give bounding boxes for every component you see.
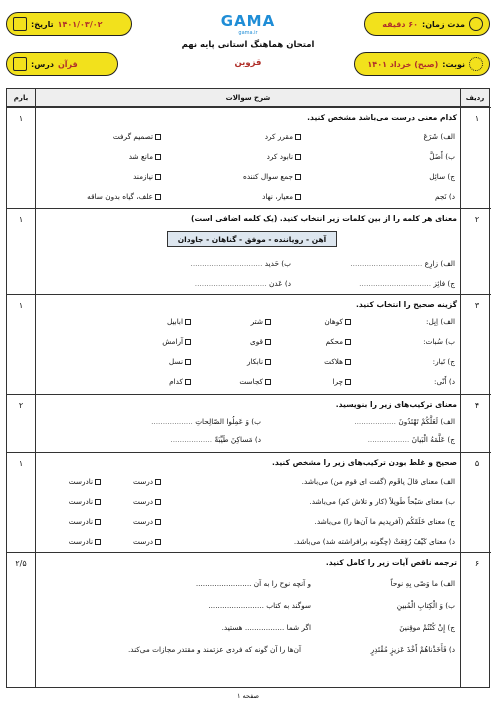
answer-line[interactable]: ج) فائِز ............................... <box>359 279 455 288</box>
question-4: ۴ ۲ معنای ترکیب‌های زیر را بنویسید. الف) لَعَلَّکُمْ تَهْتَدُونَ .................. ب) وَ عَمِلُوا الصّالِحاتِ .................. ج) عَلَّمَهُ الْبَیانَ .................. د) مَساکِنَ طَیِّبَةً .................. <box>7 394 491 452</box>
checkbox[interactable] <box>295 154 301 160</box>
false-option[interactable]: نادرست <box>69 537 101 546</box>
option[interactable]: محکم <box>325 337 351 346</box>
option[interactable]: شتر <box>251 317 271 326</box>
false-option[interactable]: نادرست <box>69 497 101 506</box>
date-value: ۱۴۰۱/۰۳/۰۲ <box>57 19 103 29</box>
question-title: ترجمه ناقص آیات زیر را کامل کنید. <box>325 558 457 567</box>
exam-page <box>6 6 490 700</box>
checkbox[interactable] <box>295 134 301 140</box>
lesson-label: درس: <box>31 59 54 69</box>
question-title: گزینه صحیح را انتخاب کنید. <box>355 300 457 309</box>
answer-line[interactable]: سوگند به کتاب ........................ <box>208 601 311 610</box>
option[interactable]: کوهان <box>324 317 351 326</box>
checkbox[interactable] <box>155 174 161 180</box>
checkbox[interactable] <box>295 174 301 180</box>
exam-header <box>6 6 490 84</box>
books-icon <box>13 57 27 71</box>
col-desc: شرح سوالات <box>36 89 460 107</box>
option[interactable]: آرامش <box>162 337 191 346</box>
option[interactable]: نابکار <box>247 357 271 366</box>
answer-line[interactable]: ج) عَلَّمَهُ الْبَیانَ .................. <box>367 435 455 444</box>
question-3: ۳ ۱ گزینه صحیح را انتخاب کنید. الف) اِبِل: کوهان شتر ابابیل ب) سُبات: محکم قوی آرامش ج) تَبار: هلاکت نابکار نسل د) أَنّی: چرا کجاست کدام <box>7 294 491 394</box>
checkbox[interactable] <box>155 134 161 140</box>
question-5: ۵ ۱ صحیح و غلط بودن ترکیب‌های زیر را مشخص کنید. الف) معنای قالَ یاقَوم (گفت ای قوم من) می‌باشد. ب) معنای سَبْحاً طَویلاً (کار و تلاش کم) می‌باشد. ج) معنای خَلَقَکُم (آفریدیم ما آن‌ها را) می‌باشد. د) معنای کَیْفَ رُفِعَتْ (چگونه برافراشته شد) می‌باشد. درست نادرست درست نادرست درست نادرست درست نادرست <box>7 452 491 552</box>
duration-box <box>364 12 490 36</box>
option[interactable]: معیار، نهاد <box>262 192 301 201</box>
answer-line[interactable]: اگر شما ................. هستید. <box>221 623 311 632</box>
true-option[interactable]: درست <box>133 517 161 526</box>
exam-title: امتحان هماهنگ استانی پایه نهم <box>181 40 315 50</box>
answer-line[interactable]: و آنچه نوح را به آن ........................ <box>195 579 311 588</box>
province-name: قزوین <box>234 58 262 68</box>
option[interactable]: مقرر کرد <box>265 132 301 141</box>
answer-line[interactable]: د) مَساکِنَ طَیِّبَةً .................. <box>170 435 261 444</box>
option[interactable]: مانع شد <box>129 152 161 161</box>
session-label: نوبت: <box>442 59 465 69</box>
option[interactable]: کدام <box>169 377 191 386</box>
question-title: کدام معنی درست می‌باشد مشخص کنید. <box>307 113 457 122</box>
questions-table <box>6 88 490 688</box>
col-score: بارم <box>7 89 35 107</box>
duration-label: مدت زمان: <box>422 19 465 29</box>
checkbox[interactable] <box>295 194 301 200</box>
option[interactable]: علف، گیاه بدون ساقه <box>87 192 161 201</box>
sun-icon <box>469 57 483 71</box>
true-option[interactable]: درست <box>133 497 161 506</box>
page-number: صفحه ۱ <box>236 692 260 700</box>
col-row: ردیف <box>461 89 489 107</box>
answer-line[interactable]: ب) وَ عَمِلُوا الصّالِحاتِ .................. <box>151 417 261 426</box>
session-box <box>354 52 490 76</box>
question-2: ۲ ۱ معنای هر کلمه را از بین کلمات زیر انتخاب کنید. (یک کلمه اضافی است) آهن - رویاننده - موفق - گناهان - جاودان الف) زارِع ............................... ب) حَدید ............................... ج) فائِز ............................... د) عَدن ............................... <box>7 208 491 294</box>
checkbox[interactable] <box>155 194 161 200</box>
date-label: تاریخ: <box>31 19 54 29</box>
question-title: صحیح و غلط بودن ترکیب‌های زیر را مشخص کنید. <box>272 458 457 467</box>
true-option[interactable]: درست <box>133 537 161 546</box>
lesson-box <box>6 52 118 76</box>
answer-line[interactable]: ب) حَدید ............................... <box>190 259 291 268</box>
lesson-value: قرآن <box>57 59 78 69</box>
duration-value: ۶۰ دقیقه <box>382 19 418 29</box>
option[interactable]: چرا <box>332 377 351 386</box>
question-1: ۱ ۱ کدام معنی درست می‌باشد مشخص کنید. الف) شَرَعَ مقرر کرد تصمیم گرفت ب) أَضَلَّ نابود کرد مانع شد ج) سائِل جمع سوال کننده نیازمند د) نَجم معیار، نهاد علف، گیاه بدون ساقه <box>7 107 491 208</box>
option[interactable]: تصمیم گرفت <box>113 132 161 141</box>
true-option[interactable]: درست <box>133 477 161 486</box>
checkbox[interactable] <box>155 154 161 160</box>
answer-line[interactable]: الف) زارِع ............................... <box>350 259 455 268</box>
question-6: ۶ ۲/۵ ترجمه ناقص آیات زیر را کامل کنید. الف) ما وَصّی بِهِ نوحاً و آنچه نوح را به آن ........................ ب) وَ الْکِتابِ الْمُبینِ سوگند به کتاب ........................ ج) إِنْ کُنْتُمْ موقِنینَ اگر شما ................. هستید. د) فَأَخَذْناهُمْ أَخْذَ عَزیزٍ مُقْتَدِرٍ آن‌ها را آن گونه که فردی عزتمند و مقتدر مجازات می‌کند. <box>7 552 491 689</box>
question-title: معنای هر کلمه را از بین کلمات زیر انتخاب کنید. (یک کلمه اضافی است) <box>191 214 457 223</box>
answer-line[interactable]: الف) لَعَلَّکُمْ تَهْتَدُونَ .................. <box>354 417 455 426</box>
option[interactable]: نیازمند <box>133 172 161 181</box>
option[interactable]: قوی <box>250 337 271 346</box>
gama-logo: GAMA gama.ir <box>220 12 276 36</box>
option[interactable]: هلاکت <box>324 357 351 366</box>
option[interactable]: جمع سوال کننده <box>243 172 301 181</box>
false-option[interactable]: نادرست <box>69 477 101 486</box>
session-value: (صبح) خرداد ۱۴۰۱ <box>367 59 439 69</box>
option[interactable]: کجاست <box>239 377 271 386</box>
question-title: معنای ترکیب‌های زیر را بنویسید. <box>335 400 457 409</box>
false-option[interactable]: نادرست <box>69 517 101 526</box>
answer-line[interactable]: آن‌ها را آن گونه که فردی عزتمند و مقتدر مجازات می‌کند. <box>127 645 301 654</box>
option[interactable]: نسل <box>169 357 191 366</box>
option[interactable]: نابود کرد <box>267 152 301 161</box>
date-box <box>6 12 132 36</box>
word-bank: آهن - رویاننده - موفق - گناهان - جاودان <box>167 231 337 247</box>
option[interactable]: ابابیل <box>167 317 191 326</box>
answer-line[interactable]: د) عَدن ............................... <box>194 279 291 288</box>
calendar-icon <box>13 17 27 31</box>
clock-icon <box>469 17 483 31</box>
